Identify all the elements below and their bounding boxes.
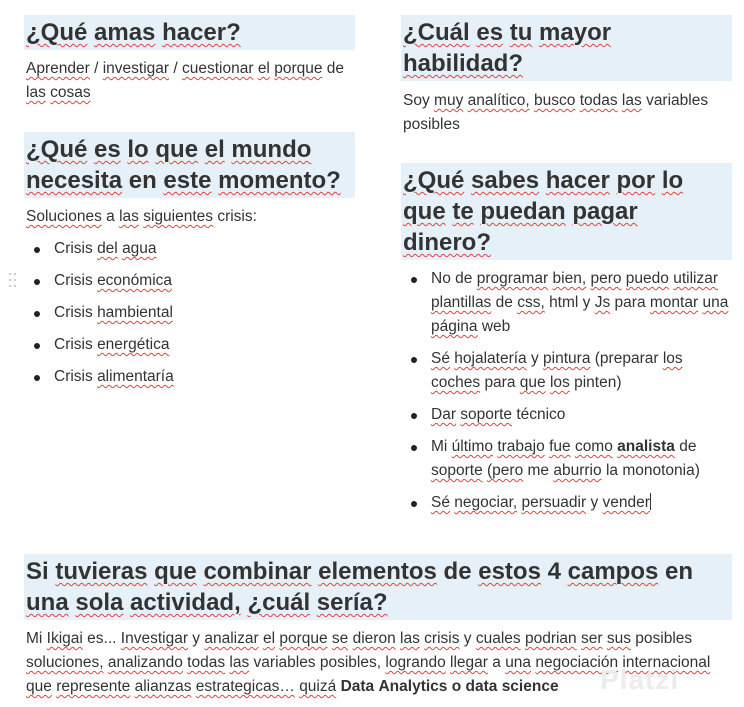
list-item[interactable]: Crisis del agua: [24, 237, 344, 261]
list-item[interactable]: Crisis alimentaría: [24, 365, 344, 389]
list-item[interactable]: Crisis energética: [24, 333, 344, 357]
text-skill[interactable]: Soy muy analítico, busco todas las variables posibles: [403, 92, 709, 133]
heading-world-needs: ¿Qué es lo que el mundo necesita en este momento?: [24, 132, 355, 198]
text-cursor: [650, 493, 651, 510]
heading-passion: ¿Qué amas hacer?: [24, 15, 355, 50]
list-item[interactable]: Sé negociar, persuadir y vender: [401, 491, 731, 515]
list-item[interactable]: No de programar bien, pero puedo utilizar plantillas de css, html y Js para montar una página web: [401, 267, 731, 339]
crisis-list: [24, 237, 344, 389]
list-item[interactable]: Sé hojalatería y pintura (preparar los coches para que los pinten): [401, 347, 731, 395]
list-item[interactable]: Mi último trabajo fue como analista de soporte (pero me aburrio la monotonia): [401, 435, 731, 483]
text-passion[interactable]: Aprender / investigar / cuestionar el porque de las cosas: [26, 60, 345, 101]
list-item[interactable]: Dar soporte técnico: [401, 403, 731, 427]
text-combine[interactable]: Mi Ikigai es... Investigar y analizar el porque se dieron las crisis y cuales podrian ser sus posibles soluciones, analizando todas las variables posibles, logrando llegar a una negociación internacional que represente alianzas estrategicas… quizá Data Analytics o data science: [26, 630, 711, 695]
list-item[interactable]: Crisis económica: [24, 269, 344, 293]
heading-paid: ¿Qué sabes hacer por lo que te puedan pagar dinero?: [401, 163, 732, 260]
heading-combine: Si tuvieras que combinar elementos de estos 4 campos en una sola actividad, ¿cuál sería?: [24, 554, 732, 620]
heading-skill: ¿Cuál es tu mayor habilidad?: [401, 15, 732, 81]
text-world-needs-intro[interactable]: Soluciones a las siguientes crisis:: [26, 208, 257, 225]
paid-skills-list: [401, 267, 731, 515]
list-item[interactable]: Crisis hambiental: [24, 301, 344, 325]
platzi-watermark: Platzi: [600, 664, 680, 695]
drag-handle-icon[interactable]: [8, 272, 18, 288]
